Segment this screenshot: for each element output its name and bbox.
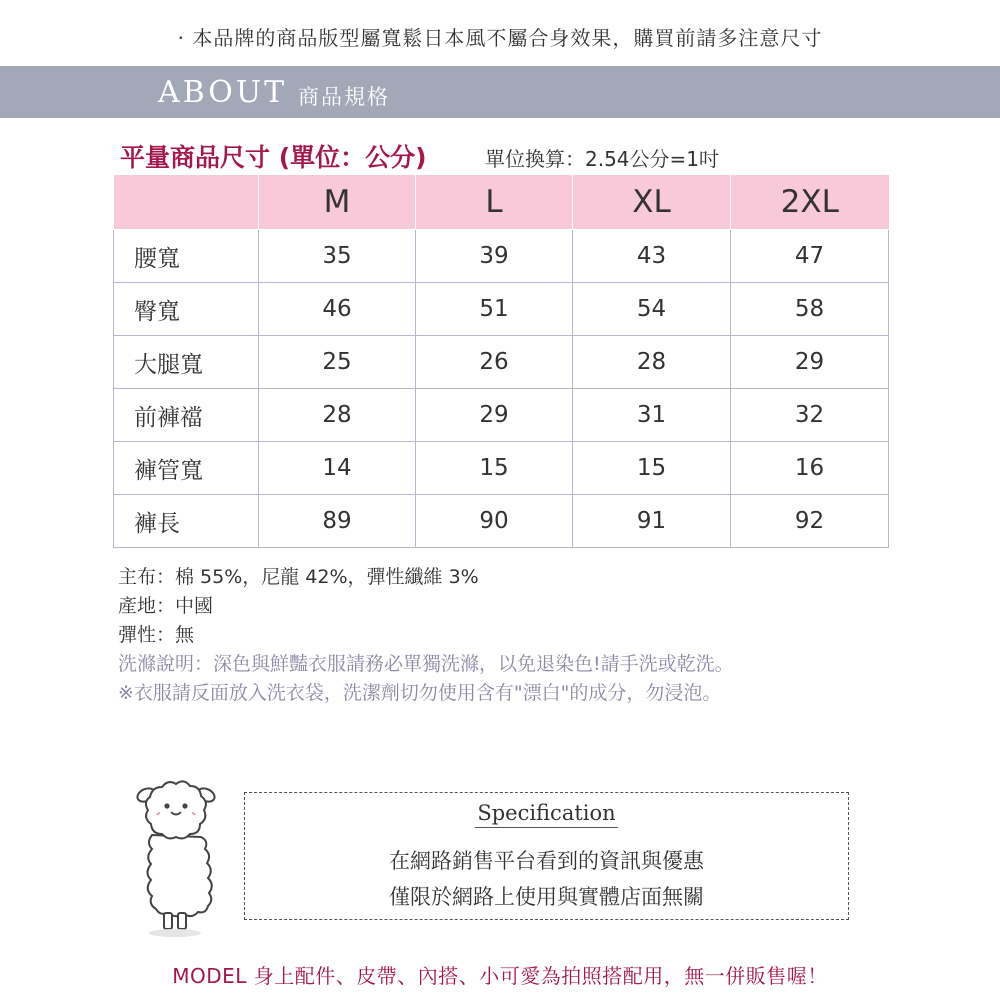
table-cell: 35 [259,230,416,283]
column-header: L [416,175,573,230]
model-accessory-note: MODEL 身上配件、皮帶、內搭、小可愛為拍照搭配用，無一併販售喔！ [172,964,828,988]
table-row [114,336,889,389]
table-cell: 14 [259,442,416,495]
table-cell: 16 [731,442,889,495]
table-header-row [114,175,889,230]
online-only-line: 僅限於網路上使用與實體店面無關 [389,885,704,909]
table-row [114,495,889,548]
table-cell: 46 [259,283,416,336]
table-row [114,230,889,283]
table-corner-cell [114,175,259,230]
about-title: ABOUT [158,75,288,110]
material-info: 主布：棉 55%，尼龍 42%，彈性纖維 3% [118,566,479,588]
table-cell: 15 [573,442,731,495]
column-header: XL [573,175,731,230]
table-cell: 91 [573,495,731,548]
row-label: 臀寬 [114,283,259,336]
specification-title: Specification [475,801,617,828]
table-cell: 28 [573,336,731,389]
table-cell: 39 [416,230,573,283]
row-label: 前褲襠 [114,389,259,442]
table-row [114,389,889,442]
specification-box [244,792,849,920]
row-label: 腰寬 [114,230,259,283]
table-cell: 32 [731,389,889,442]
table-cell: 43 [573,230,731,283]
product-info [118,563,734,708]
table-cell: 58 [731,283,889,336]
unit-conversion-note: 單位換算：2.54公分=1吋 [485,147,720,171]
online-info-line: 在網路銷售平台看到的資訊與優惠 [389,849,704,873]
table-cell: 31 [573,389,731,442]
size-heading: 平量商品尺寸 (單位：公分) [120,143,427,172]
table-cell: 25 [259,336,416,389]
size-table [113,175,889,548]
row-label: 褲長 [114,495,259,548]
table-cell: 26 [416,336,573,389]
column-header: M [259,175,416,230]
table-row [114,283,889,336]
elasticity-info: 彈性：無 [118,624,195,646]
row-label: 褲管寬 [114,442,259,495]
row-label: 大腿寬 [114,336,259,389]
table-cell: 15 [416,442,573,495]
fit-notice: · 本品牌的商品版型屬寬鬆日本風不屬合身效果，購買前請多注意尺寸 [177,26,823,50]
wash-note: ※衣服請反面放入洗衣袋，洗潔劑切勿使用含有"漂白"的成分，勿浸泡。 [118,682,722,704]
table-cell: 51 [416,283,573,336]
table-row [114,442,889,495]
table-cell: 54 [573,283,731,336]
origin-info: 產地：中國 [118,595,214,617]
table-cell: 28 [259,389,416,442]
table-cell: 89 [259,495,416,548]
table-cell: 29 [731,336,889,389]
about-header-bar [0,66,1000,118]
about-subtitle: 商品規格 [298,85,390,109]
column-header: 2XL [731,175,889,230]
alpaca-icon [130,775,220,940]
wash-instructions: 洗滌說明：深色與鮮豔衣服請務必單獨洗滌，以免退染色!請手洗或乾洗。 [118,653,734,675]
table-cell: 92 [731,495,889,548]
table-cell: 29 [416,389,573,442]
table-cell: 90 [416,495,573,548]
table-cell: 47 [731,230,889,283]
